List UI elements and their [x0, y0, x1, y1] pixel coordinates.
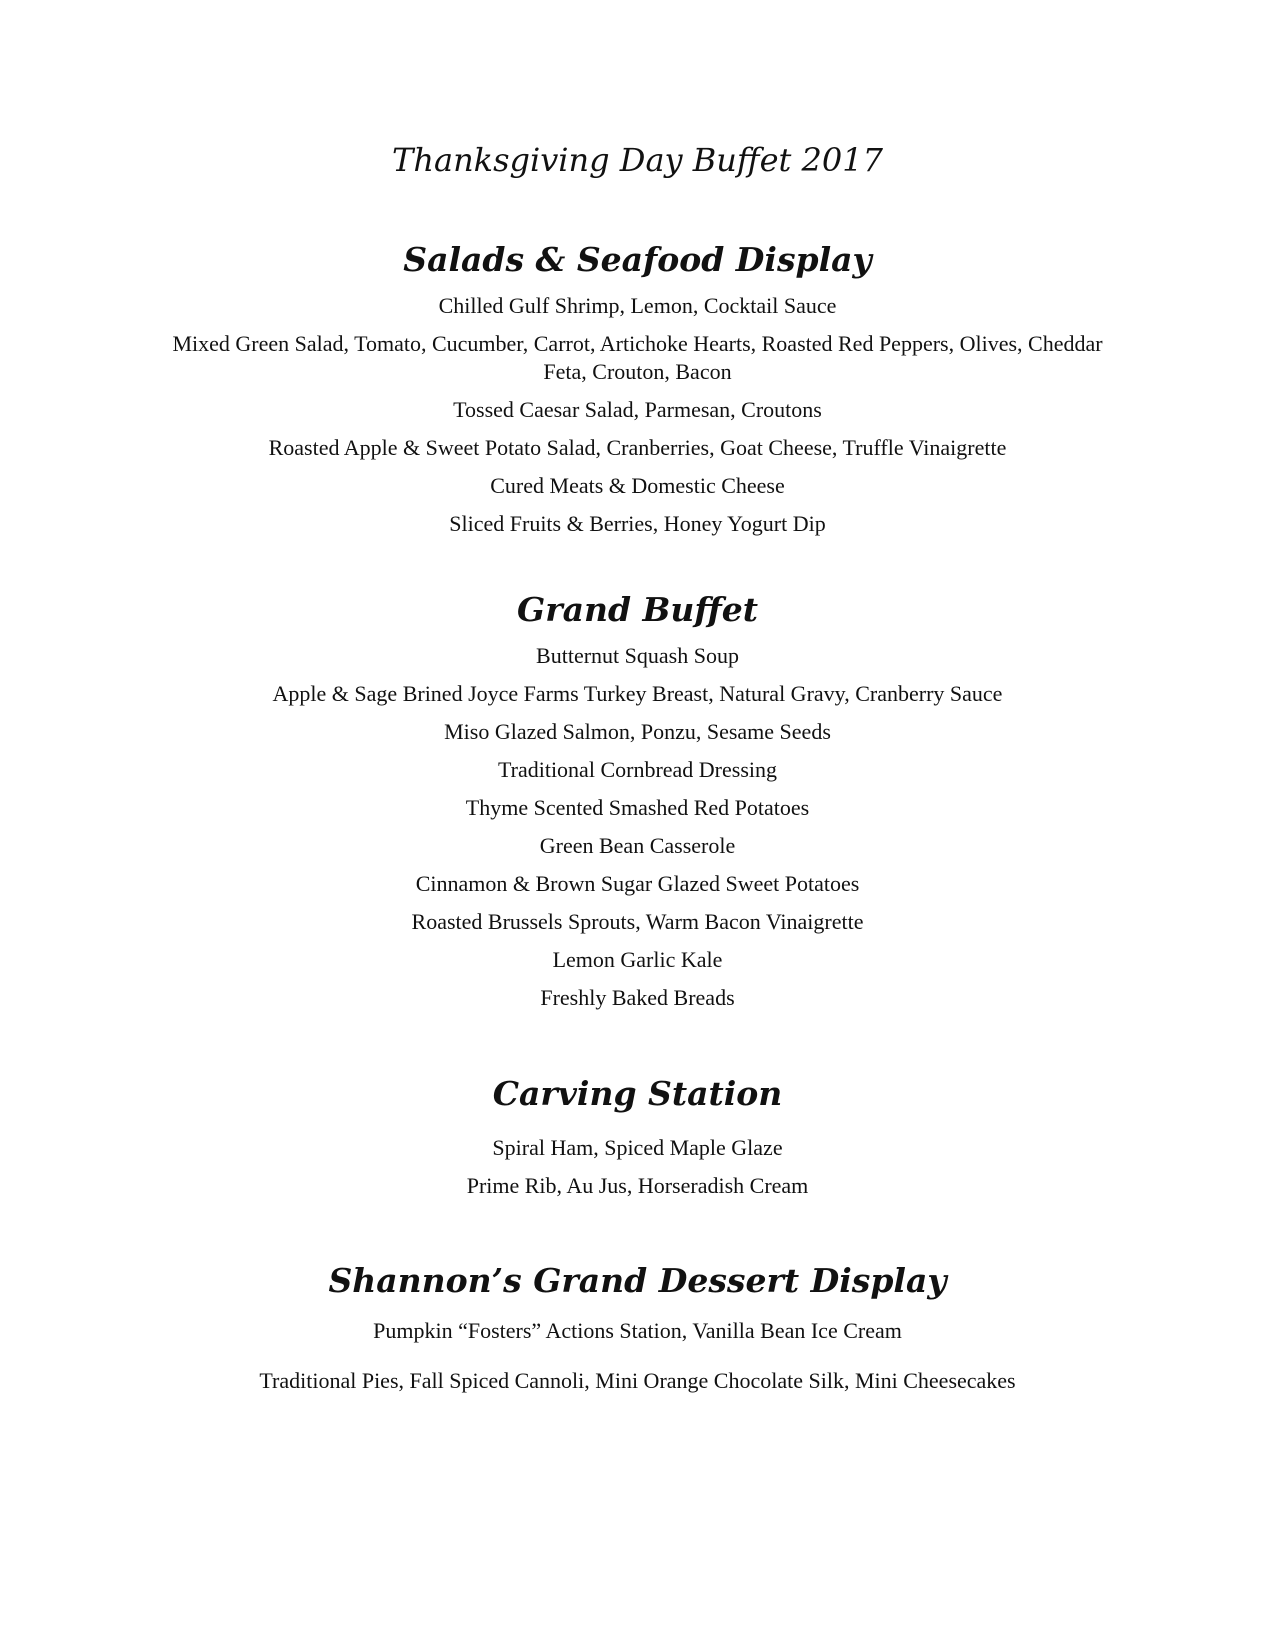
menu-item: Cured Meats & Domestic Cheese — [490, 473, 785, 498]
menu-item: Apple & Sage Brined Joyce Farms Turkey Breast, Natural Gravy, Cranberry Sauce — [272, 681, 1003, 706]
menu-item-list — [0, 1134, 1275, 1200]
section-heading: Carving Station — [492, 1074, 783, 1113]
menu-item: Roasted Apple & Sweet Potato Salad, Cranberries, Goat Cheese, Truffle Vinaigrette — [268, 435, 1007, 460]
menu-item: Green Bean Casserole — [539, 833, 736, 858]
menu-item: Roasted Brussels Sprouts, Warm Bacon Vinaigrette — [411, 909, 864, 934]
section-carving-station — [0, 1072, 1275, 1200]
section-heading: Grand Buffet — [517, 590, 758, 629]
menu-item: Prime Rib, Au Jus, Horseradish Cream — [466, 1173, 809, 1198]
section-dessert-display — [0, 1259, 1275, 1395]
menu-item-list — [0, 1317, 1275, 1395]
menu-item: Spiral Ham, Spiced Maple Glaze — [492, 1135, 783, 1160]
menu-item: Miso Glazed Salmon, Ponzu, Sesame Seeds — [444, 719, 831, 744]
menu-item: Sliced Fruits & Berries, Honey Yogurt Dip — [449, 511, 826, 536]
menu-item: Chilled Gulf Shrimp, Lemon, Cocktail Sauce — [438, 293, 837, 318]
menu-item: Cinnamon & Brown Sugar Glazed Sweet Potatoes — [415, 871, 860, 896]
menu-item: Lemon Garlic Kale — [552, 947, 723, 972]
menu-item-list — [0, 642, 1275, 1012]
menu-item: Traditional Cornbread Dressing — [497, 757, 778, 782]
menu-item: Mixed Green Salad, Tomato, Cucumber, Carrot, Artichoke Hearts, Roasted Red Peppers, Olives, Cheddar Feta, Crouton, Bacon — [172, 331, 1103, 384]
section-heading: Salads & Seafood Display — [403, 240, 872, 279]
section-grand-buffet — [0, 588, 1275, 1012]
menu-item-list — [0, 292, 1275, 538]
menu-item: Tossed Caesar Salad, Parmesan, Croutons — [453, 397, 822, 422]
menu-item: Thyme Scented Smashed Red Potatoes — [465, 795, 810, 820]
menu-item: Freshly Baked Breads — [540, 985, 735, 1010]
menu-title: Thanksgiving Day Buffet 2017 — [392, 141, 883, 179]
menu-item: Pumpkin “Fosters” Actions Station, Vanilla Bean Ice Cream — [373, 1318, 902, 1343]
section-heading: Shannon’s Grand Dessert Display — [328, 1261, 947, 1300]
menu-item: Butternut Squash Soup — [536, 643, 739, 668]
menu-item: Traditional Pies, Fall Spiced Cannoli, Mini Orange Chocolate Silk, Mini Cheesecakes — [259, 1368, 1016, 1393]
section-salads-seafood — [0, 238, 1275, 538]
